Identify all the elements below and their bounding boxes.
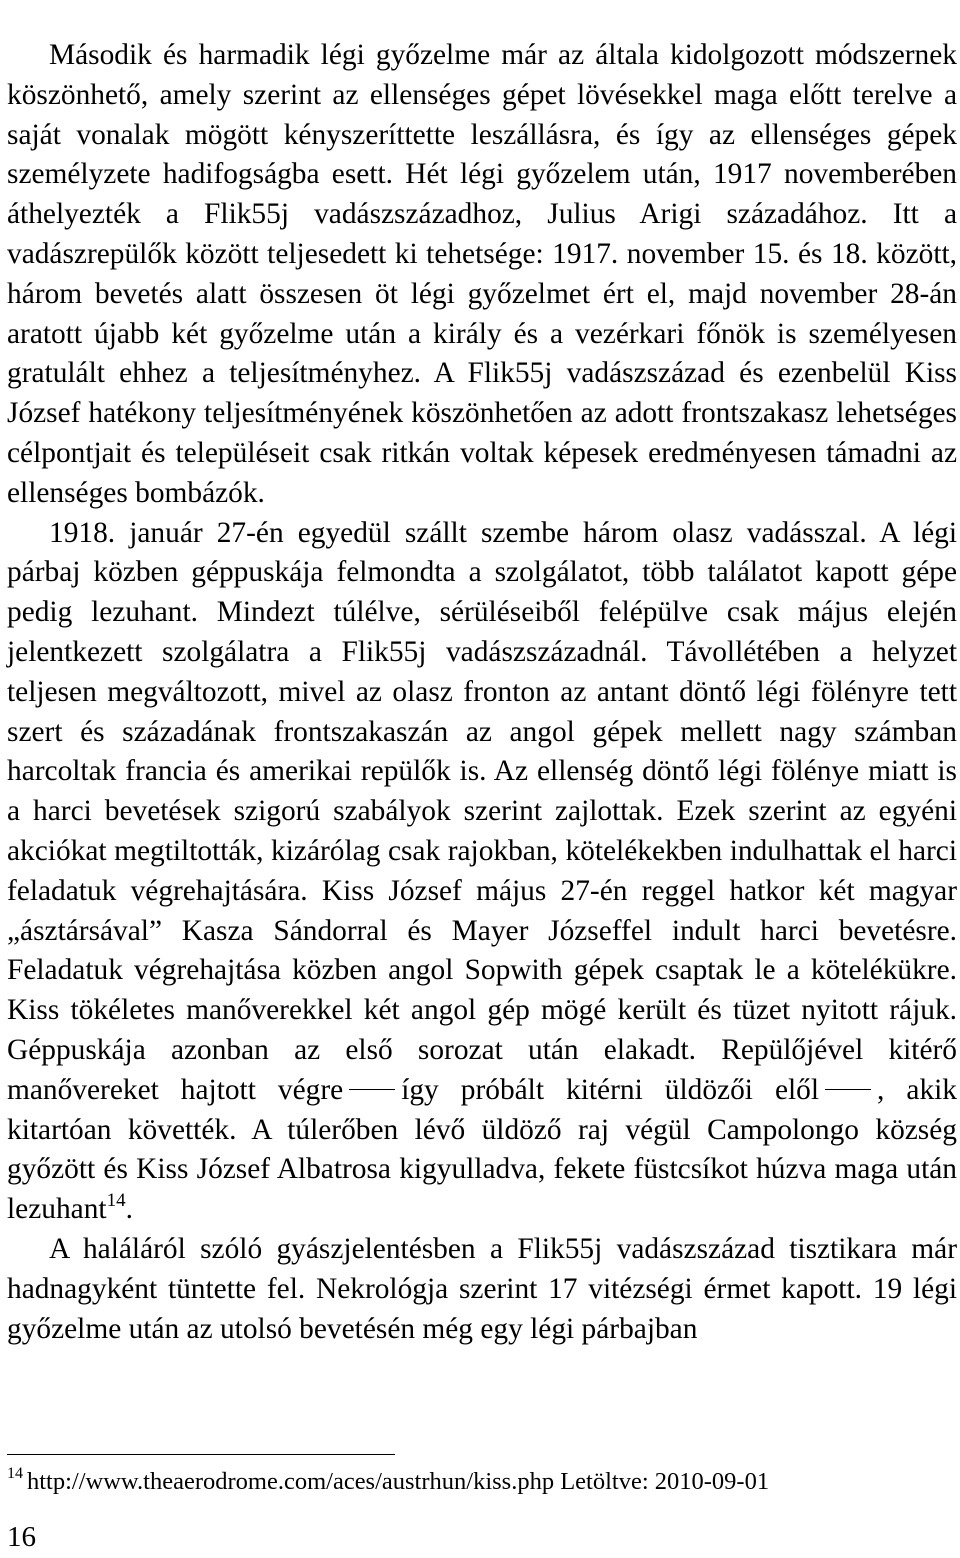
page-number: 16 <box>7 1521 36 1553</box>
footnote-text: http://www.theaerodrome.com/aces/austrhun/kiss.php Letöltve: 2010-09-01 <box>27 1468 770 1495</box>
paragraph-2 <box>7 514 957 1230</box>
paragraph-1: Második és harmadik légi győzelme már az általa kidolgozott módszernek köszönhető, amely szerint az ellenséges gépet lövésekkel maga előtt terelve a saját vonalak mögött kényszeríttette leszállásra, és így az ellenséges gépek személyzete hadifogságba esett. Hét légi győzelem után, 1917 novemberében áthelyezték a Flik55j vadászszázadhoz, Julius Arigi századához. Itt a vadászrepülők között teljesedett ki tehetsége: 1917. november 15. és 18. között, három bevetés alatt összesen öt légi győzelmet ért el, majd november 28-án aratott újabb két győzelme után a király és a vezérkari főnök is személyesen gratulált ehhez a teljesítményhez. A Flik55j vadászszázad és ezenbelül Kiss József hatékony teljesítményének köszönhetően az adott frontszakasz lehetséges célpontjait és településeit csak ritkán voltak képesek eredményesen támadni az ellenséges bombázók. <box>7 39 957 509</box>
paragraph-2-text-b: így próbált kitérni üldözői elől <box>401 1073 820 1106</box>
paragraph-2-end: . <box>125 1193 133 1226</box>
em-dash <box>349 1089 395 1090</box>
body-text <box>7 36 957 1349</box>
footnote-number: 14 <box>7 1465 23 1482</box>
footnote <box>7 1462 947 1502</box>
footnote-reference: 14 <box>106 1190 126 1212</box>
paragraph-2-text-c: , akik kitartóan követték. A túlerőben lévő üldöző raj végül Campolongo község győzött és Kiss József Albatrosa kigyulladva, fekete füstcsíkot húzva maga után lezuhant <box>7 1073 957 1226</box>
paragraph-3: A haláláról szóló gyászjelentésben a Flik55j vadászszázad tisztikara már hadnagyként tüntette fel. Nekrológja szerint 17 vitézségi érmet kapott. 19 légi győzelme után az utolsó bevetésén még egy légi párbajban <box>7 1232 957 1345</box>
em-dash <box>825 1089 871 1090</box>
paragraph-2-text-a: 1918. január 27-én egyedül szállt szembe három olasz vadásszal. A légi párbaj közben géppuskája felmondta a szolgálatot, több találatot kapott gépe pedig lezuhant. Mindezt túlélve, sérüléseiből felépülve csak május elején jelentkezett szolgálatra a Flik55j vadászszázadnál. Távollétében a helyzet teljesen megváltozott, mivel az olasz fronton az antant döntő légi fölényre tett szert és századának frontszakaszán az angol gépek mellett nagy számban harcoltak francia és amerikai repülők is. Az ellenség döntő légi fölénye miatt is a harci bevetések szigorú szabályok szerint zajlottak. Ezek szerint az egyéni akciókat megtiltották, kizárólag csak rajokban, kötelékekben indulhattak el harci feladatuk végrehajtására. Kiss József május 27-én reggel hatkor két magyar „ásztársával” Kasza Sándorral és Mayer Józseffel indult harci bevetésre. Feladatuk végrehajtása közben angol Sopwith gépek csaptak le a kötelékükre. Kiss tökéletes manőverekkel két angol gép mögé került és tüzet nyitott rájuk. Géppuskája azonban az első sorozat után elakadt. Repülőjével kitérő manővereket hajtott végre <box>7 516 957 1106</box>
footnote-divider <box>7 1454 395 1455</box>
